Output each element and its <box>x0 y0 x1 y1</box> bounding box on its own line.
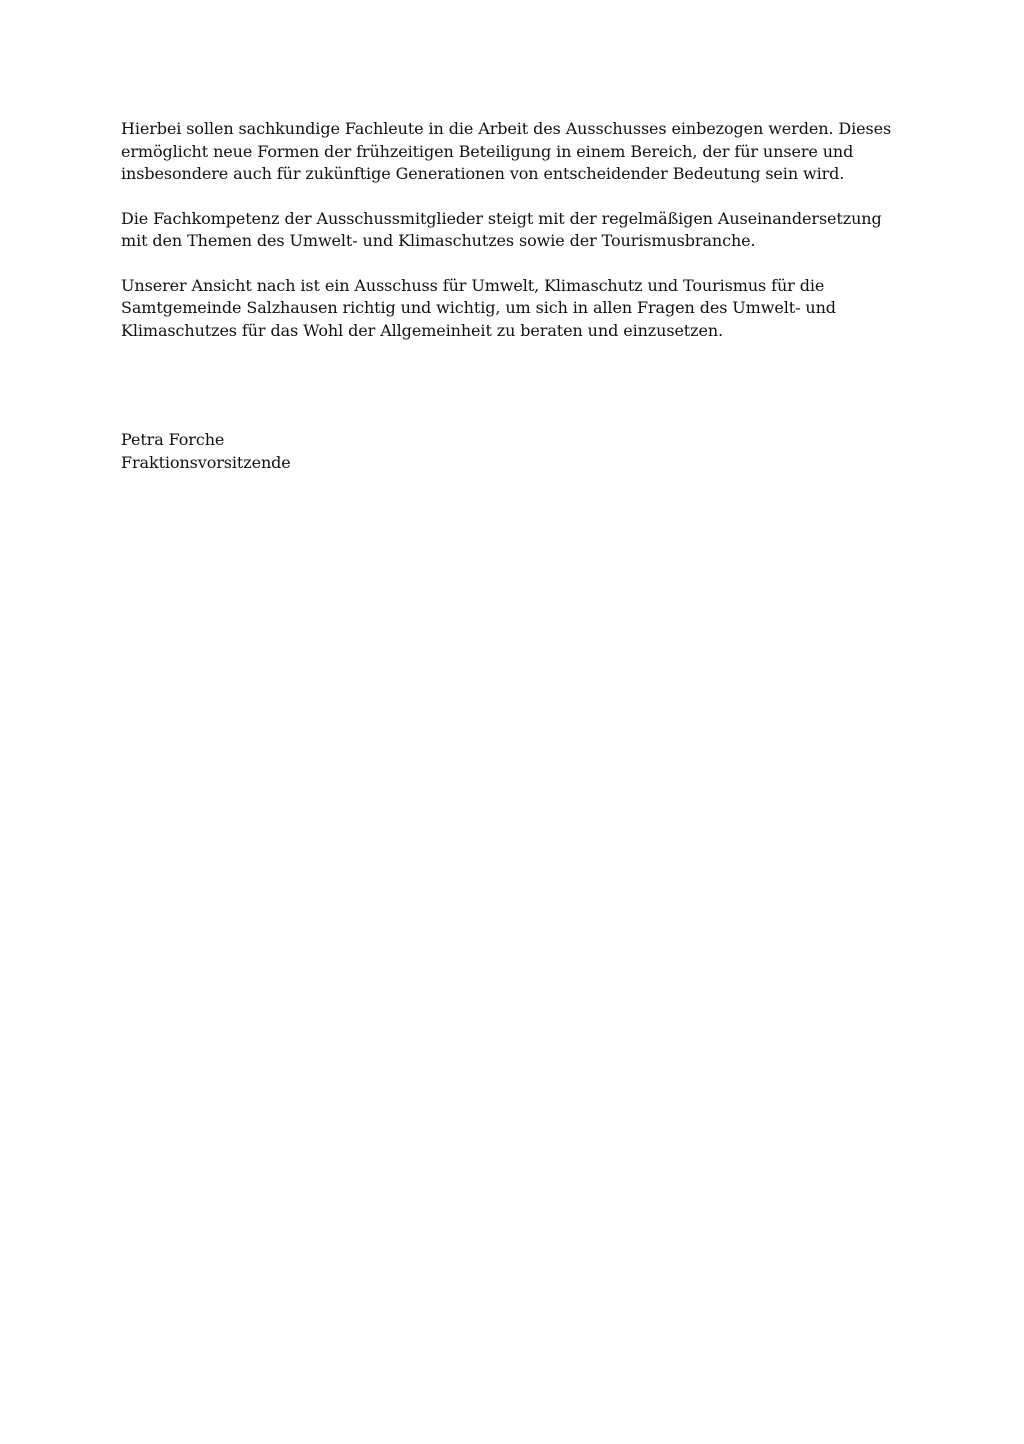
paragraph-line: insbesondere auch für zukünftige Generationen von entscheidender Bedeutung sein wird. <box>121 164 845 183</box>
paragraph-line: Samtgemeinde Salzhausen richtig und wichtig, um sich in allen Fragen des Umwelt- und <box>121 298 836 317</box>
paragraph-line: mit den Themen des Umwelt- und Klimaschutzes sowie der Tourismusbranche. <box>121 231 756 250</box>
paragraph-line: Unserer Ansicht nach ist ein Ausschuss für Umwelt, Klimaschutz und Tourismus für die <box>121 275 825 295</box>
paragraph-line: Die Fachkompetenz der Ausschussmitglieder steigt mit der regelmäßigen Auseinandersetzung <box>121 208 882 228</box>
signature-role: Fraktionsvorsitzende <box>121 452 291 472</box>
paragraph-line: Hierbei sollen sachkundige Fachleute in die Arbeit des Ausschusses einbezogen werden. Dieses <box>121 119 892 138</box>
paragraph-experts <box>121 118 911 186</box>
signature-block <box>121 429 291 474</box>
paragraph-competence <box>121 208 911 253</box>
paragraph-line: Klimaschutzes für das Wohl der Allgemeinheit zu beraten und einzusetzen. <box>121 320 724 340</box>
document-body <box>121 118 911 364</box>
signature-name: Petra Forche <box>121 430 225 449</box>
paragraph-line: ermöglicht neue Formen der frühzeitigen Beteiligung in einem Bereich, der für unsere und <box>121 141 854 161</box>
paragraph-opinion <box>121 275 911 343</box>
